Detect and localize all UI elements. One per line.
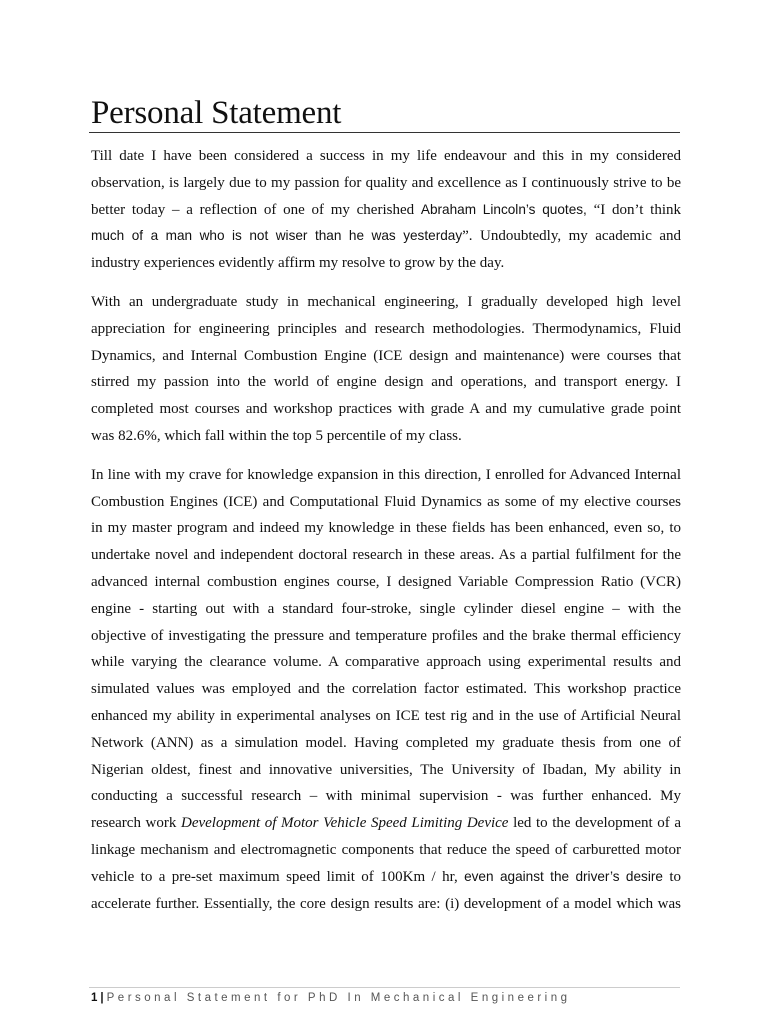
text-line: better today – a reflection of one of my cherished Abraham Lincoln’s quotes, “I don’t think (91, 201, 681, 218)
quote-text: much of a man who is not wiser than he was yesterday (91, 228, 463, 244)
text-line: enhanced my ability in experimental analyses on ICE test rig and in the use of Artificial Neural (91, 707, 681, 724)
text-line: linkage mechanism and electromagnetic components that reduce the speed of carburetted motor (91, 841, 681, 858)
page-title: Personal Statement (91, 95, 342, 131)
text-line: research work Development of Motor Vehicle Speed Limiting Device led to the development of a (91, 815, 681, 832)
text-line: advanced internal combustion engines course, I designed Variable Compression Ratio (VCR) (91, 573, 681, 590)
text-line: Dynamics, and Internal Combustion Engine (ICE design and maintenance) were courses that (91, 347, 681, 364)
quote-attribution: Abraham Lincoln’s quotes, (420, 201, 594, 217)
title-underline (89, 132, 680, 133)
text-line: conducting a successful research – with minimal supervision - was further enhanced. My (91, 788, 681, 805)
text-line: objective of investigating the pressure and temperature profiles and the brake thermal efficiency (91, 627, 681, 644)
text-line: completed most courses and workshop practices with grade A and my cumulative grade point (91, 401, 681, 418)
paragraph (91, 143, 681, 277)
text-line: much of a man who is not wiser than he was yesterday”. Undoubtedly, my academic and (91, 228, 681, 245)
text-line: Till date I have been considered a success in my life endeavour and this in my considered (91, 148, 681, 164)
text-line: vehicle to a pre-set maximum speed limit of 100Km / hr, even against the driver’s desire to (91, 868, 681, 885)
emphasis-phrase: even against the driver’s desire (464, 868, 663, 884)
text-line: In line with my crave for knowledge expansion in this direction, I enrolled for Advanced Internal (91, 466, 681, 483)
thesis-title: Development of Motor Vehicle Speed Limiting Device (180, 815, 509, 832)
text-line: Nigerian oldest, finest and innovative universities, The University of Ibadan, My ability in (91, 761, 681, 778)
text-line: accelerate further. Essentially, the core design results are: (i) development of a model which was (91, 895, 681, 912)
text-line: Combustion Engines (ICE) and Computational Fluid Dynamics as some of my elective courses (91, 493, 681, 510)
text-line: With an undergraduate study in mechanical engineering, I gradually developed high level (91, 293, 681, 310)
paragraph (91, 289, 681, 450)
text-line: appreciation for engineering principles and research methodologies. Thermodynamics, Fluid (91, 320, 681, 337)
text-line: stirred my passion into the world of engine design and operations, and transport energy. I (91, 374, 681, 391)
text-line: was 82.6%, which fall within the top 5 percentile of my class. (91, 427, 462, 444)
text-line: simulated values was employed and the correlation factor estimated. This workshop practice (91, 681, 681, 698)
footer-separator: | (100, 992, 104, 1004)
page-footer (91, 990, 571, 1006)
text-line: observation, is largely due to my passion for quality and excellence as I continuously strive to be (91, 174, 681, 191)
text-line: undertake novel and independent doctoral research in these areas. As a partial fulfilment for the (91, 547, 681, 564)
text-line: industry experiences evidently affirm my resolve to grow by the day. (91, 255, 505, 272)
text-line: in my master program and indeed my knowledge in these fields has been enhanced, even so, to (91, 520, 681, 537)
document-body (91, 143, 681, 929)
footer-divider (89, 987, 680, 988)
text-line: engine - starting out with a standard four-stroke, single cylinder diesel engine – with the (91, 600, 681, 617)
text-line: Network (ANN) as a simulation model. Having completed my graduate thesis from one of (91, 734, 681, 751)
page-number: 1 (91, 992, 98, 1004)
footer-text: Personal Statement for PhD In Mechanical Engineering (106, 992, 571, 1004)
text-line: while varying the clearance volume. A comparative approach using experimental results and (91, 654, 681, 671)
paragraph (91, 462, 681, 918)
